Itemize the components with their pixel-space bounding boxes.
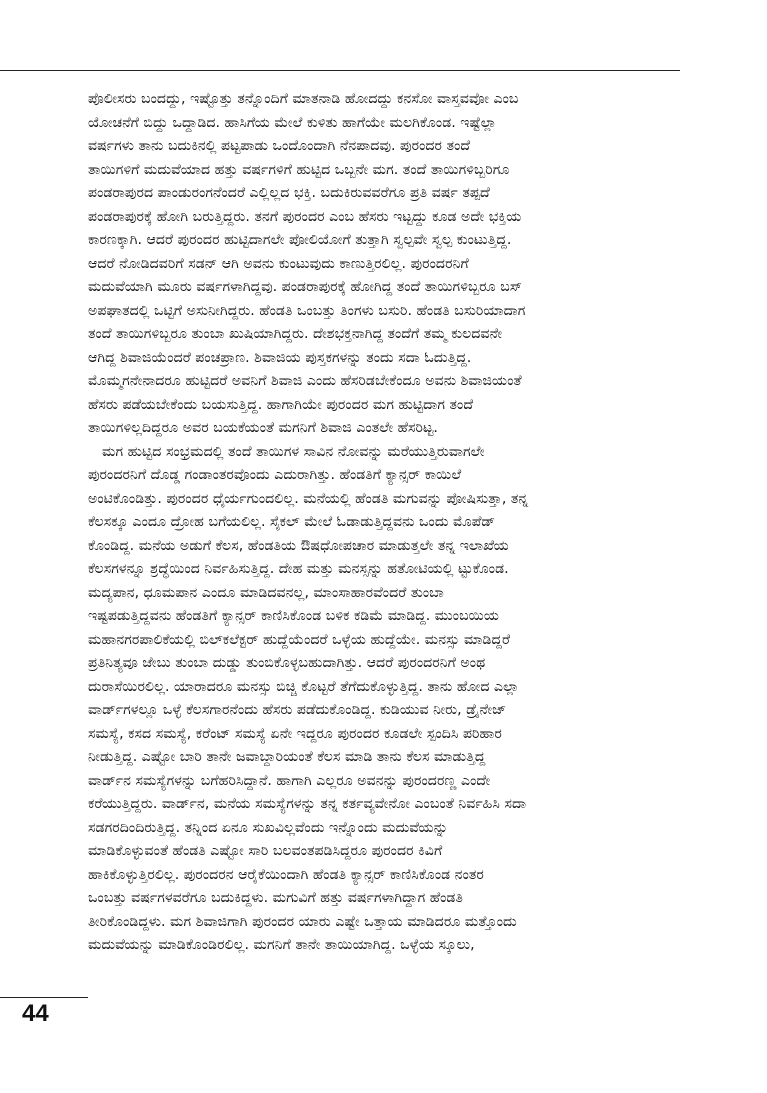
text-line: ತಾಯಿಗಳಿಲ್ಲದಿದ್ದರೂ ಅವರ ಬಯಕೆಯಂತೆ ಮಗನಿಗೆ ಶಿವಾಜಿ ಎಂತಲೇ ಹೆಸರಿಟ್ಟ. bbox=[88, 420, 438, 436]
page-number: 44 bbox=[22, 1000, 49, 1027]
text-line: ಹೆಸರು ಪಡೆಯಬೇಕೆಂದು ಬಯಸುತ್ತಿದ್ದ. ಹಾಗಾಗಿಯೇ ಪುರಂದರ ಮಗ ಹುಟ್ಟಿದಾಗ ತಂದೆ bbox=[88, 396, 474, 413]
text-line: ಮಗ ಹುಟ್ಟಿದ ಸಂಭ್ರಮದಲ್ಲಿ ತಂದೆ ತಾಯಿಗಳ ಸಾವಿನ ನೋವನ್ನು ಮರೆಯುತ್ತಿರುವಾಗಲೇ bbox=[102, 443, 485, 460]
paragraph-1 bbox=[88, 88, 680, 441]
text-line: ಕೆಲಸಕ್ಕೂ ಎಂದೂ ದ್ರೋಹ ಬಗೆಯಲಿಲ್ಲ. ಸೈಕಲ್ ಮೇಲೆ ಓಡಾಡುತ್ತಿದ್ದವನು ಒಂದು ಮೊಪೆಡ್ bbox=[88, 514, 496, 530]
text-line: ತೀರಿಕೊಂಡಿದ್ದಳು. ಮಗ ಶಿವಾಜಿಗಾಗಿ ಪುರಂದರ ಯಾರು ಎಷ್ಟೇ ಒತ್ತಾಯ ಮಾಡಿದರೂ ಮತ್ತೊಂದು bbox=[88, 913, 517, 930]
text-line: ಹಾಕಿಕೊಳ್ಳುತ್ತಿರಲಿಲ್ಲ. ಪುರಂದರನ ಆರೈಕೆಯಿಂದಾಗಿ ಹೆಂಡತಿ ಕ್ಯಾನ್ಸರ್ ಕಾಣಿಸಿಕೊಂಡ ನಂತರ bbox=[88, 866, 484, 883]
text-line: ಆಗಿದ್ದ ಶಿವಾಜಿಯೆಂದರೆ ಪಂಚಪ್ರಾಣ. ಶಿವಾಜಿಯ ಪುಸ್ತಕಗಳನ್ನು ತಂದು ಸದಾ ಓದುತ್ತಿದ್ದ. bbox=[88, 349, 472, 366]
text-line: ಒಂಬತ್ತು ವರ್ಷಗಳವರೆಗೂ ಬದುಕಿದ್ದಳು. ಮಗುವಿಗೆ ಹತ್ತು ವರ್ಷಗಳಾಗಿದ್ದಾಗ ಹೆಂಡತಿ bbox=[88, 890, 463, 906]
text-line: ವಾರ್ಡ್‌ಗಳಲ್ಲೂ ಒಳ್ಳೆ ಕೆಲಸಗಾರನೆಂದು ಹೆಸರು ಪಡೆದುಕೊಂಡಿದ್ದ. ಕುಡಿಯುವ ನೀರು, ಡ್ರೈನೇಜ್ bbox=[88, 702, 507, 718]
text-line: ಯೋಚನೆಗೆ ಬಿದ್ದು ಒದ್ದಾಡಿದ. ಹಾಸಿಗೆಯ ಮೇಲೆ ಕುಳಿತು ಹಾಗೆಯೇ ಮಲಗಿಕೊಂಡ. ಇಷ್ಟೆಲ್ಲಾ bbox=[88, 114, 497, 131]
text-line: ಇಷ್ಟಪಡುತ್ತಿದ್ದವನು ಹೆಂಡತಿಗೆ ಕ್ಯಾನ್ಸರ್ ಕಾಣಿಸಿಕೊಂಡ ಬಳಿಕ ಕಡಿಮೆ ಮಾಡಿದ್ದ. ಮುಂಬಯಿಯ bbox=[88, 608, 500, 624]
text-line: ಕರೆಯುತ್ತಿದ್ದರು. ವಾರ್ಡ್‌ನ, ಮನೆಯ ಸಮಸ್ಯೆಗಳನ್ನು ತನ್ನ ಕರ್ತವ್ಯವೇನೋ ಎಂಬಂತೆ ನಿರ್ವಹಿಸಿ ಸದಾ bbox=[88, 796, 527, 812]
text-line: ಅಪಘಾತದಲ್ಲಿ ಒಟ್ಟಿಗೆ ಅಸುನೀಗಿದ್ದರು. ಹೆಂಡತಿ ಒಂಬತ್ತು ತಿಂಗಳು ಬಸುರಿ. ಹೆಂಡತಿ ಬಸುರಿಯಾದಾಗ bbox=[88, 302, 526, 319]
text-line: ಕೊಂಡಿದ್ದ. ಮನೆಯ ಅಡುಗೆ ಕೆಲಸ, ಹೆಂಡತಿಯ ಔಷಧೋಪಚಾರ ಮಾಡುತ್ತಲೇ ತನ್ನ ಇಲಾಖೆಯ bbox=[88, 537, 509, 554]
text-line: ದುರಾಸೆಯಿರಲಿಲ್ಲ. ಯಾರಾದರೂ ಮನಸ್ಸು ಬಿಚ್ಚಿ ಕೊಟ್ಟರೆ ತೆಗೆದುಕೊಳ್ಳುತ್ತಿದ್ದ. ತಾನು ಹೋದ ಎಲ್ಲಾ bbox=[88, 678, 520, 695]
text-line: ಮೊಮ್ಮಗನೇನಾದರೂ ಹುಟ್ಟಿದರೆ ಅವನಿಗೆ ಶಿವಾಜಿ ಎಂದು ಹೆಸರಿಡಬೇಕೆಂದೂ ಅವನು ಶಿವಾಜಿಯಂತೆ bbox=[88, 373, 522, 389]
text-line: ನೀಡುತ್ತಿದ್ದ. ಎಷ್ಟೋ ಬಾರಿ ತಾನೇ ಜವಾಬ್ದಾರಿಯಂತೆ ಕೆಲಸ ಮಾಡಿ ತಾನು ಕೆಲಸ ಮಾಡುತ್ತಿದ್ದ bbox=[88, 749, 486, 765]
text-line: ಸಡಗರದಿಂದಿರುತ್ತಿದ್ದ. ತನ್ನಿಂದ ಏನೂ ಸುಖವಿಲ್ಲವೆಂದು ಇನ್ನೊಂದು ಮದುವೆಯನ್ನು bbox=[88, 819, 449, 836]
text-line: ಪಂಡರಾಪುರದ ಪಾಂಡುರಂಗನೆಂದರೆ ಎಲ್ಲಿಲ್ಲದ ಭಕ್ತಿ. ಬದುಕಿರುವವರೆಗೂ ಪ್ರತಿ ವರ್ಷ ತಪ್ಪದೆ bbox=[88, 185, 490, 201]
text-line: ಪಂಡರಾಪುರಕ್ಕೆ ಹೋಗಿ ಬರುತ್ತಿದ್ದರು. ತನಗೆ ಪುರಂದರ ಎಂಬ ಹೆಸರು ಇಟ್ಟದ್ದು ಕೂಡ ಅದೇ ಭಕ್ತಿಯ bbox=[88, 208, 522, 225]
footer-rule bbox=[0, 997, 88, 998]
text-line: ಮದುವೆಯನ್ನು ಮಾಡಿಕೊಂಡಿರಲಿಲ್ಲ. ಮಗನಿಗೆ ತಾನೇ ತಾಯಿಯಾಗಿದ್ದ. ಒಳ್ಳೆಯ ಸ್ಕೂಲು, bbox=[88, 937, 475, 953]
text-line: ಕಾರಣಕ್ಕಾಗಿ. ಆದರೆ ಪುರಂದರ ಹುಟ್ಟಿದಾಗಲೇ ಪೋಲಿಯೋಗೆ ತುತ್ತಾಗಿ ಸ್ವಲ್ಪವೇ ಸ್ವಲ್ಪ ಕುಂಟುತ್ತಿದ್ದ. bbox=[88, 232, 512, 248]
text-line: ಕೆಲಸಗಳನ್ನೂ ಶ್ರದ್ಧೆಯಿಂದ ನಿರ್ವಹಿಸುತ್ತಿದ್ದ. ದೇಹ ಮತ್ತು ಮನಸ್ಸನ್ನು ಹತೋಟಿಯಲ್ಲಿ ಟ್ಟುಕೊಂಡ. bbox=[88, 561, 509, 577]
text-line: ಮದುವೆಯಾಗಿ ಮೂರು ವರ್ಷಗಳಾಗಿದ್ದವು. ಪಂಡರಾಪುರಕ್ಕೆ ಹೋಗಿದ್ದ ತಂದೆ ತಾಯಿಗಳಿಬ್ಬರೂ ಬಸ್ bbox=[88, 279, 522, 295]
text-line: ಮಹಾನಗರಪಾಲಿಕೆಯಲ್ಲಿ ಬಿಲ್‌ಕಲೆಕ್ಟರ್ ಹುದ್ದೆಯೆಂದರೆ ಒಳ್ಳೆಯ ಹುದ್ದೆಯೇ. ಮನಸ್ಸು ಮಾಡಿದ್ದರೆ bbox=[88, 631, 511, 648]
text-line: ಪ್ರತಿನಿತ್ಯವೂ ಜೇಬು ತುಂಬಾ ದುಡ್ಡು ತುಂಬಿಕೊಳ್ಳಬಹುದಾಗಿತ್ತು. ಆದರೆ ಪುರಂದರನಿಗೆ ಅಂಥ bbox=[88, 655, 486, 671]
body-text bbox=[88, 88, 680, 958]
text-line: ಸಮಸ್ಯೆ, ಕಸದ ಸಮಸ್ಯೆ, ಕರೆಂಟ್ ಸಮಸ್ಯೆ ಏನೇ ಇದ್ದರೂ ಪುರಂದರ ಕೂಡಲೇ ಸ್ಪಂದಿಸಿ ಪರಿಹಾರ bbox=[88, 725, 502, 742]
text-line: ಆದರೆ ನೋಡಿದವರಿಗೆ ಸಡನ್ ಆಗಿ ಅವನು ಕುಂಟುವುದು ಕಾಣುತ್ತಿರಲಿಲ್ಲ. ಪುರಂದರನಿಗೆ bbox=[88, 255, 469, 272]
header-rule bbox=[0, 70, 680, 71]
text-line: ವರ್ಷಗಳು ತಾನು ಬದುಕಿನಲ್ಲಿ ಪಟ್ಟಪಾಡು ಒಂದೊಂದಾಗಿ ನೆನಪಾದವು. ಪುರಂದರ ತಂದೆ bbox=[88, 138, 471, 154]
text-line: ತಾಯಿಗಳಿಗೆ ಮದುವೆಯಾದ ಹತ್ತು ವರ್ಷಗಳಿಗೆ ಹುಟ್ಟಿದ ಒಬ್ಬನೇ ಮಗ. ತಂದೆ ತಾಯಿಗಳಿಬ್ಬರಿಗೂ bbox=[88, 161, 510, 178]
text-line: ಮಾಡಿಕೊಳ್ಳುವಂತೆ ಹೆಂಡತಿ ಎಷ್ಟೋ ಸಾರಿ ಬಲವಂತಪಡಿಸಿದ್ದರೂ ಪುರಂದರ ಕಿವಿಗೆ bbox=[88, 843, 443, 859]
text-line: ಪುರಂದರನಿಗೆ ದೊಡ್ಡ ಗಂಡಾಂತರವೊಂದು ಎದುರಾಗಿತ್ತು. ಹೆಂಡತಿಗೆ ಕ್ಯಾನ್ಸರ್ ಕಾಯಿಲೆ bbox=[88, 467, 462, 483]
paragraph-2 bbox=[88, 441, 680, 958]
text-line: ವಾರ್ಡ್‌ನ ಸಮಸ್ಯೆಗಳನ್ನು ಬಗೆಹರಿಸಿದ್ದಾನೆ. ಹಾಗಾಗಿ ಎಲ್ಲರೂ ಅವನನ್ನು ಪುರಂದರಣ್ಣ ಎಂದೇ bbox=[88, 772, 491, 789]
text-line: ಮದ್ಯಪಾನ, ಧೂಮಪಾನ ಎಂದೂ ಮಾಡಿದವನಲ್ಲ, ಮಾಂಸಾಹಾರವೆಂದರೆ ತುಂಬಾ bbox=[88, 584, 444, 601]
text-line: ಪೊಲೀಸರು ಬಂದದ್ದು, ಇಷ್ಟೊತ್ತು ತನ್ನೊಂದಿಗೆ ಮಾತನಾಡಿ ಹೋದದ್ದು ಕನಸೋ ವಾಸ್ತವವೋ ಎಂಬ bbox=[88, 91, 519, 107]
text-line: ಅಂಟಿಕೊಂಡಿತ್ತು. ಪುರಂದರ ಧೈರ್ಯಗುಂದಲಿಲ್ಲ. ಮನೆಯಲ್ಲಿ ಹೆಂಡತಿ ಮಗುವನ್ನು ಪೋಷಿಸುತ್ತಾ, ತನ್ನ bbox=[88, 490, 529, 507]
text-line: ತಂದೆ ತಾಯಿಗಳಿಬ್ಬರೂ ತುಂಬಾ ಖುಷಿಯಾಗಿದ್ದರು. ದೇಶಭಕ್ತನಾಗಿದ್ದ ತಂದೆಗೆ ತಮ್ಮ ಕುಲದವನೇ bbox=[88, 326, 503, 342]
